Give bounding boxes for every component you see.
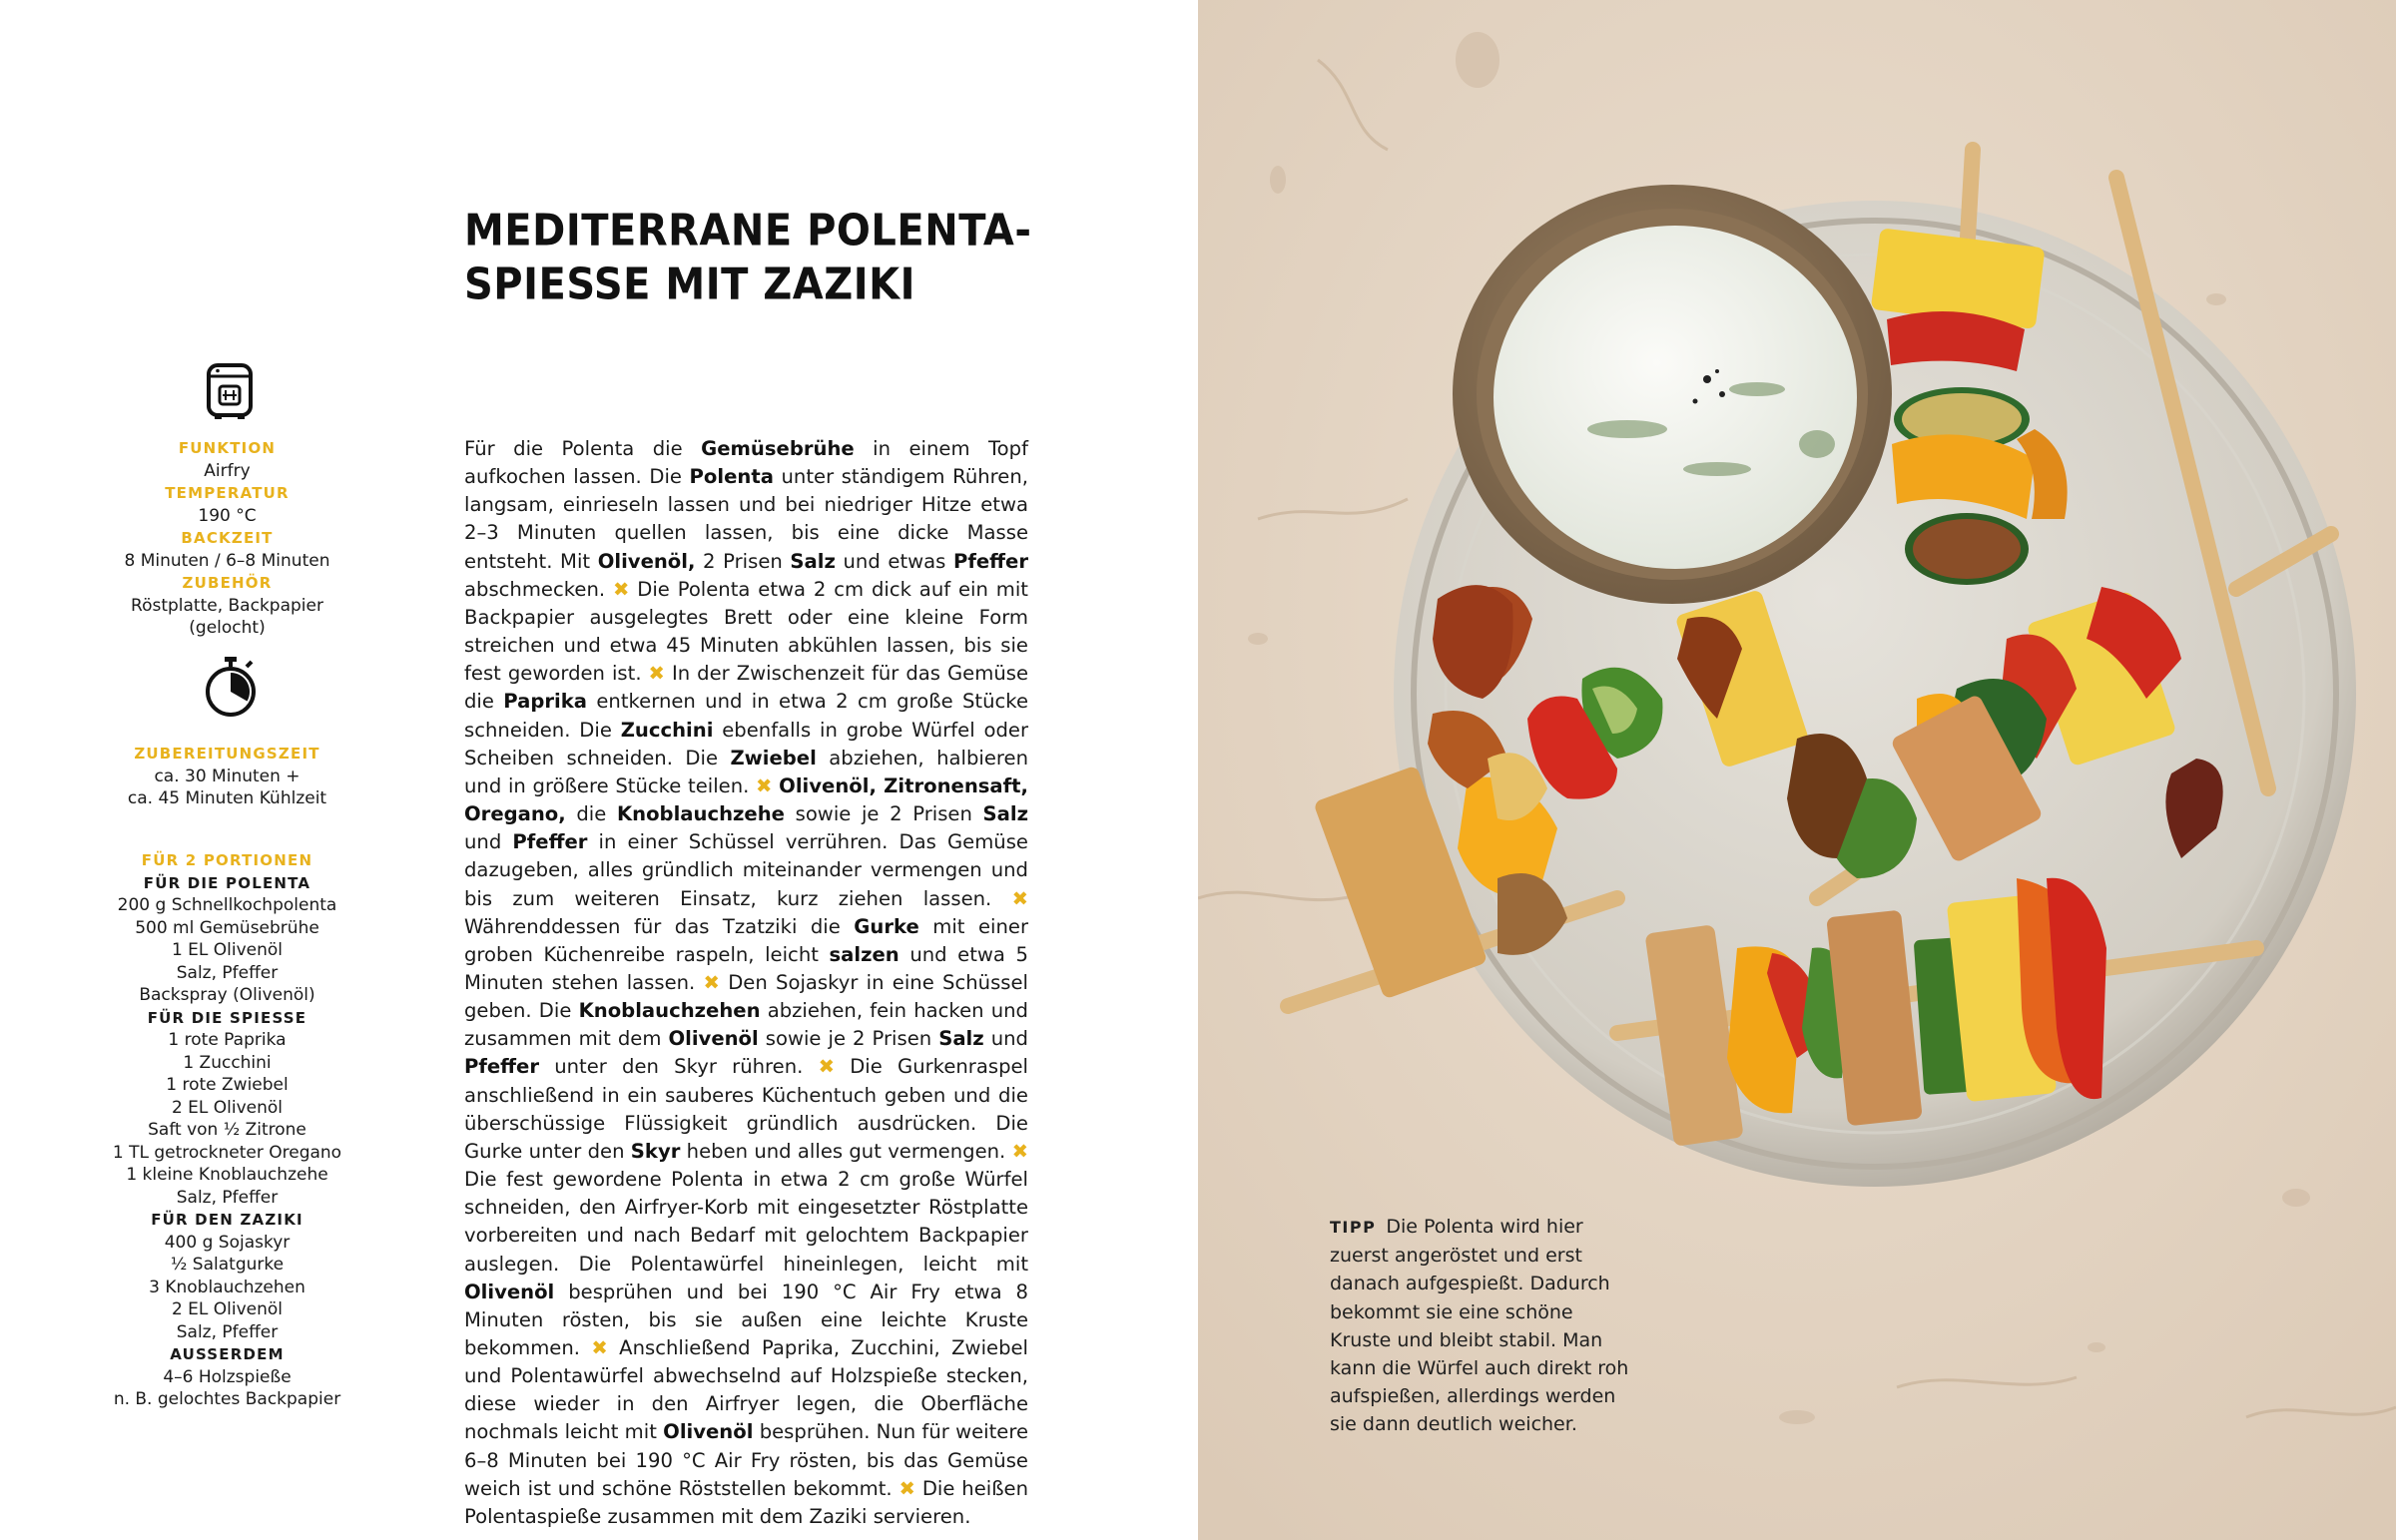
step-separator-icon: ✖ — [756, 773, 773, 797]
ingredient-item: 2 EL Olivenöl — [171, 1097, 284, 1118]
step-separator-icon: ✖ — [591, 1336, 608, 1359]
ingredient-group-heading: FÜR DIE POLENTA — [143, 873, 311, 892]
ingredient-highlight: Paprika — [503, 690, 588, 714]
instruction-text: unter den Skyr rühren. — [539, 1055, 819, 1079]
ingredient-group-heading: FÜR DIE SPIESSE — [147, 1008, 307, 1027]
instruction-text: Die Polenta etwa 2 cm dick auf ein mit Backpapier ausgelegtes Brett oder eine kleine Form streichen und etwa 45 Minuten abkühlen lassen, bis sie fest geworden ist. — [464, 577, 1028, 686]
ingredient-item: 1 rote Zwiebel — [166, 1075, 289, 1095]
prep-time-key: ZUBEREITUNGSZEIT — [134, 745, 320, 763]
ingredient-highlight: Olivenöl — [668, 1027, 759, 1051]
step-separator-icon: ✖ — [612, 577, 630, 601]
instruction-text: besprühen. Nun für weitere 6–8 Minuten bei 190 °C Air Fry rösten, bis das Gemüse weich ist und schöne Röststellen bekommt. — [464, 1420, 1029, 1500]
ingredient-item: 4–6 Holzspieße — [163, 1366, 292, 1387]
spec-value-temperatur: 190 °C — [198, 505, 257, 526]
instruction-text: und — [464, 830, 513, 854]
ingredient-item: Saft von ½ Zitrone — [148, 1120, 306, 1140]
ingredient-highlight: Zwiebel — [730, 746, 817, 770]
ingredient-item: Backspray (Olivenöl) — [139, 985, 315, 1005]
instruction-text: Währenddessen für das Tzatziki die — [464, 914, 855, 938]
ingredient-highlight: Salz — [790, 549, 836, 573]
ingredient-item: 1 kleine Knoblauchzehe — [126, 1165, 328, 1185]
instruction-text: abschmecken. — [464, 577, 613, 601]
step-separator-icon: ✖ — [703, 970, 720, 994]
ingredient-item: ½ Salatgurke — [170, 1255, 285, 1275]
spec-value-funktion: Airfry — [204, 460, 251, 481]
instruction-text: und etwa 5 Minuten stehen lassen. — [464, 942, 1028, 994]
prep-time-block — [95, 743, 359, 810]
step-separator-icon: ✖ — [818, 1055, 835, 1079]
instruction-text: abziehen, fein hacken und zusammen mit dem — [464, 999, 1028, 1051]
instruction-text: mit einer groben Küchenreibe raspeln, leicht — [464, 914, 1028, 966]
ingredient-item: 500 ml Gemüsebrühe — [135, 917, 319, 938]
step-separator-icon: ✖ — [1011, 886, 1028, 910]
title-line-2: SPIESSE MIT ZAZIKI — [464, 259, 916, 310]
instruction-text: besprühen und bei 190 °C Air Fry etwa 8 Minuten rösten, bis sie außen eine leichte Kruste bekommen. — [464, 1280, 1028, 1359]
instruction-text: heben und alles gut vermengen. — [680, 1139, 1012, 1163]
ingredient-highlight: Skyr — [630, 1139, 681, 1163]
ingredient-item: Salz, Pfeffer — [176, 1187, 279, 1208]
ingredient-highlight: Gemüsebrühe — [701, 437, 855, 460]
portions-heading: FÜR 2 PORTIONEN — [141, 851, 313, 869]
ingredient-item: 400 g Sojaskyr — [164, 1232, 291, 1253]
instruction-text: Den Sojaskyr in eine Schüssel geben. Die — [464, 970, 1028, 1023]
ingredient-item: 1 EL Olivenöl — [171, 940, 284, 960]
instruction-text: sowie je 2 Prisen — [758, 1027, 939, 1051]
instruction-text: 2 Prisen — [695, 549, 791, 573]
instruction-text: und — [983, 1027, 1028, 1051]
ingredient-item: n. B. gelochtes Backpapier — [113, 1389, 341, 1409]
instruction-text: ebenfalls in grobe Würfel oder Scheiben schneiden. Die — [464, 718, 1029, 770]
ingredient-highlight: Polenta — [689, 465, 774, 489]
spec-key-backzeit: BACKZEIT — [181, 529, 274, 547]
ingredient-highlight: Olivenöl — [464, 1280, 555, 1303]
tip-label: TIPP — [1330, 1218, 1377, 1237]
ingredient-item: 1 TL getrockneter Oregano — [112, 1142, 342, 1163]
ingredient-item: 2 EL Olivenöl — [171, 1299, 284, 1319]
ingredient-highlight: Salz — [982, 802, 1028, 826]
tip-box — [1330, 1213, 1629, 1439]
prep-time-line: ca. 30 Minuten + — [154, 766, 300, 786]
air-fryer-icon — [205, 359, 255, 421]
ingredient-highlight: Pfeffer — [953, 549, 1028, 573]
ingredient-highlight: Gurke — [854, 914, 919, 938]
ingredient-highlight: Zucchini — [620, 718, 714, 742]
tip-text: Die Polenta wird hier zuerst angeröstet und erst danach aufgespießt. Dadurch bekommt sie eine schöne Kruste und bleibt stabil. Man kann die Würfel auch direkt roh aufspießen, allerdings werden sie dann deutlich weicher. — [1330, 1216, 1629, 1436]
instruction-text: und etwas — [835, 549, 953, 573]
right-page — [1198, 0, 2396, 1540]
recipe-title — [464, 205, 1083, 312]
instruction-text: Anschließend Paprika, Zucchini, Zwiebel und Polentawürfel abwechselnd auf Holzspieße stecken, diese wieder in den Airfryer legen, die Oberfläche nochmals leicht mit — [464, 1336, 1029, 1444]
step-separator-icon: ✖ — [898, 1476, 915, 1500]
instruction-text: entkernen und in etwa 2 cm große Stücke schneiden. Die — [464, 690, 1028, 742]
prep-time-line: ca. 45 Minuten Kühlzeit — [127, 788, 327, 808]
instruction-text: unter ständigem Rühren, langsam, einrieseln lassen und bei niedriger Hitze etwa 2–3 Minuten quellen lassen, bis eine dicke Masse entsteht. Mit — [464, 465, 1028, 573]
ingredient-group-heading: FÜR DEN ZAZIKI — [151, 1211, 303, 1229]
instruction-text: abziehen, halbieren und in größere Stücke teilen. — [464, 746, 1028, 797]
instruction-text: die — [565, 802, 617, 826]
spec-key-funktion: FUNKTION — [178, 439, 277, 457]
instruction-text: in einer Schüssel verrühren. Das Gemüse dazugeben, alles gründlich miteinander vermengen und bis zum weiteren Einsatz, kurz ziehen lassen. — [464, 830, 1028, 910]
step-separator-icon: ✖ — [1011, 1139, 1028, 1163]
spec-value-zubehoer: Röstplatte, Backpapier (gelocht) — [131, 595, 323, 638]
ingredient-group-heading: AUSSERDEM — [170, 1345, 285, 1363]
instruction-text: Die fest gewordene Polenta in etwa 2 cm große Würfel schneiden, den Airfryer-Korb mit eingesetzter Röstplatte vorbereiten und nach Bedarf mit gelochtem Backpapier auslegen. Die Polentawürfel hineinlegen, leicht mit — [464, 1168, 1028, 1276]
instruction-text: Die Gurkenraspel anschließend in ein sauberes Küchentuch geben und die überschüssige Flüssigkeit gründlich ausdrücken. Die Gurke unter den — [464, 1055, 1029, 1163]
ingredient-highlight: Knoblauchzehe — [616, 802, 785, 826]
ingredient-item: Salz, Pfeffer — [176, 1321, 279, 1342]
recipe-instructions — [464, 435, 1028, 1531]
ingredient-item: 1 Zucchini — [183, 1052, 272, 1073]
ingredient-highlight: Olivenöl — [663, 1420, 754, 1444]
ingredient-highlight: Salz — [938, 1027, 984, 1051]
stopwatch-icon — [203, 655, 259, 719]
ingredient-highlight: Olivenöl, — [597, 549, 696, 573]
spec-value-backzeit: 8 Minuten / 6–8 Minuten — [124, 550, 330, 571]
specs-block — [95, 437, 359, 640]
ingredient-highlight: Pfeffer — [464, 1055, 539, 1079]
instruction-text: sowie je 2 Prisen — [784, 802, 983, 826]
instruction-text: Die heißen Polentaspieße zusammen mit dem Zaziki servieren. — [464, 1476, 1029, 1528]
instruction-text: in einem Topf aufkochen lassen. Die — [464, 437, 1028, 489]
ingredient-highlight: Olivenöl, Zitronensaft, Oregano, — [464, 773, 1028, 826]
step-separator-icon: ✖ — [648, 662, 665, 686]
instruction-text: In der Zwischenzeit für das Gemüse die — [464, 662, 1029, 714]
ingredient-item: Salz, Pfeffer — [176, 962, 279, 983]
spec-key-temperatur: TEMPERATUR — [165, 484, 290, 502]
instruction-text: Für die Polenta die — [464, 437, 702, 460]
ingredient-item: 3 Knoblauchzehen — [149, 1277, 305, 1297]
ingredient-item: 200 g Schnellkochpolenta — [117, 895, 337, 915]
ingredient-highlight: salzen — [829, 942, 899, 966]
ingredient-item: 1 rote Paprika — [168, 1030, 287, 1050]
ingredient-highlight: Knoblauchzehen — [578, 999, 761, 1023]
spec-key-zubehoer: ZUBEHÖR — [182, 574, 273, 592]
ingredients-block — [95, 849, 359, 1411]
title-line-1: MEDITERRANE POLENTA- — [464, 206, 1032, 257]
ingredient-highlight: Pfeffer — [512, 830, 588, 854]
